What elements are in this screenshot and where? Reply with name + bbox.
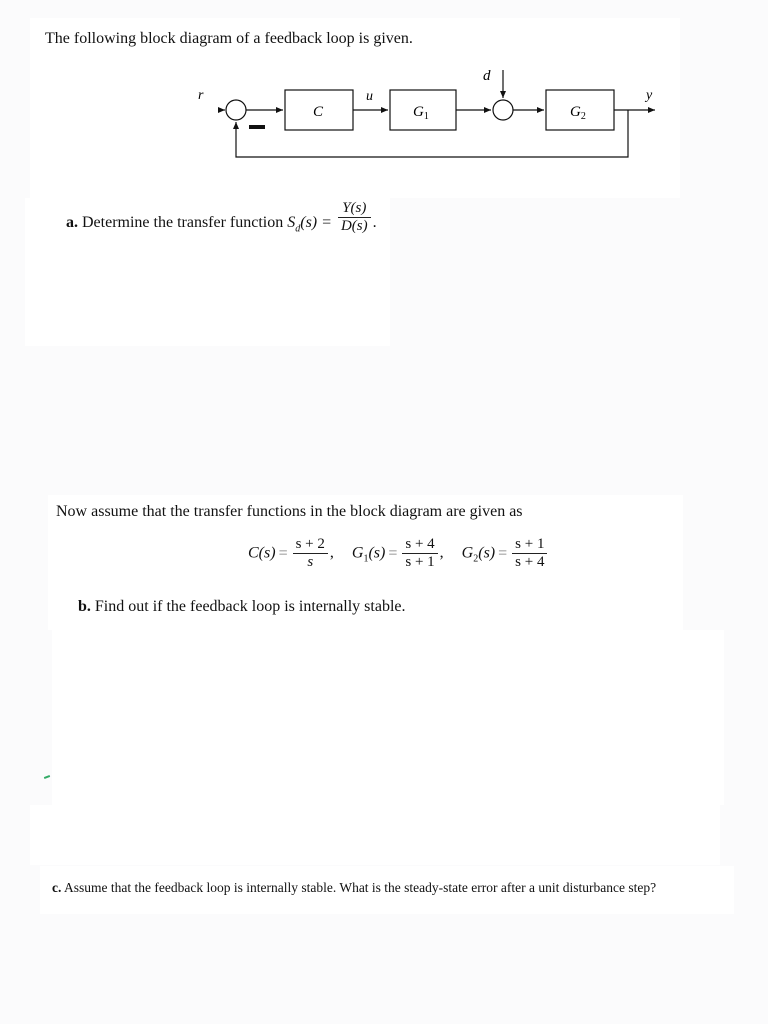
block-g1-label: $G_1$: [413, 104, 429, 122]
question-a-text: Determine the transfer function: [82, 214, 288, 232]
equation-g2-lhs: G: [461, 544, 474, 562]
fraction-denominator: D(s): [338, 217, 371, 235]
equation-g1-denominator: s + 1: [402, 553, 437, 571]
margin-mark: [44, 775, 50, 779]
period: .: [372, 214, 377, 232]
question-c-text: Assume that the feedback loop is internally stable. What is the steady-state error after a unit disturbance step?: [64, 880, 657, 895]
equation-g2-denominator: s + 4: [512, 553, 547, 571]
equation-g1: $G_1(s)$ = $\frac{s + 4}{s + 1}$ ,: [351, 536, 444, 570]
question-a: [66, 200, 377, 235]
block-c-label: C: [313, 104, 324, 120]
signal-u-label: u: [366, 89, 373, 104]
equation-c-numerator: s + 2: [295, 536, 325, 552]
minus-sign: [249, 125, 265, 129]
block-diagram: [0, 40, 768, 220]
equation-g2-arg: (s): [478, 544, 496, 562]
sd-subscript: d: [295, 223, 301, 235]
question-b: [78, 598, 406, 616]
block-g2-label: $G_2$: [570, 104, 586, 122]
question-c: [52, 879, 732, 897]
signal-d-label: d: [483, 68, 491, 84]
fraction-y-over-d: [338, 200, 371, 235]
equation-c-denominator: s: [293, 553, 328, 571]
equation-g1-lhs: G: [351, 544, 364, 562]
question-b-text: Find out if the feedback loop is internally stable.: [94, 598, 406, 615]
intro-text: The following block diagram of a feedback loop is given.: [45, 30, 413, 47]
equation-g2-sub: 2: [473, 553, 479, 565]
transfer-function-equations: [248, 536, 563, 571]
equation-g1-sub: 1: [363, 553, 369, 565]
equation-g2-numerator: s + 1: [515, 536, 545, 552]
equation-g1-numerator: s + 4: [405, 536, 435, 552]
page-panel-b: [52, 630, 724, 805]
fraction-numerator: Y(s): [342, 200, 367, 216]
summing-junction-1: [226, 100, 246, 120]
equation-c-separator: ,: [329, 544, 334, 562]
equation-c: C(s) = $\frac{s + 2}{s}$ ,: [248, 536, 334, 570]
signal-y-label: y: [646, 88, 653, 103]
summing-junction-2: [493, 100, 513, 120]
equation-g2: $G_2(s)$ = $\frac{s + 1}{s + 4}$: [462, 536, 550, 571]
signal-r-label: r: [198, 88, 204, 103]
sd-argument: (s) =: [300, 214, 332, 232]
question-a-label: a.: [66, 214, 78, 232]
equation-g1-separator: ,: [439, 544, 444, 562]
assume-text: Now assume that the transfer functions in the block diagram are given as: [56, 503, 523, 520]
sd-symbol: S: [287, 214, 296, 232]
equation-g1-arg: (s): [368, 544, 386, 562]
question-c-label: c.: [52, 880, 62, 895]
equation-c-lhs: C(s): [248, 544, 276, 562]
question-b-label: b.: [78, 598, 91, 615]
page-panel-c: [30, 805, 720, 865]
